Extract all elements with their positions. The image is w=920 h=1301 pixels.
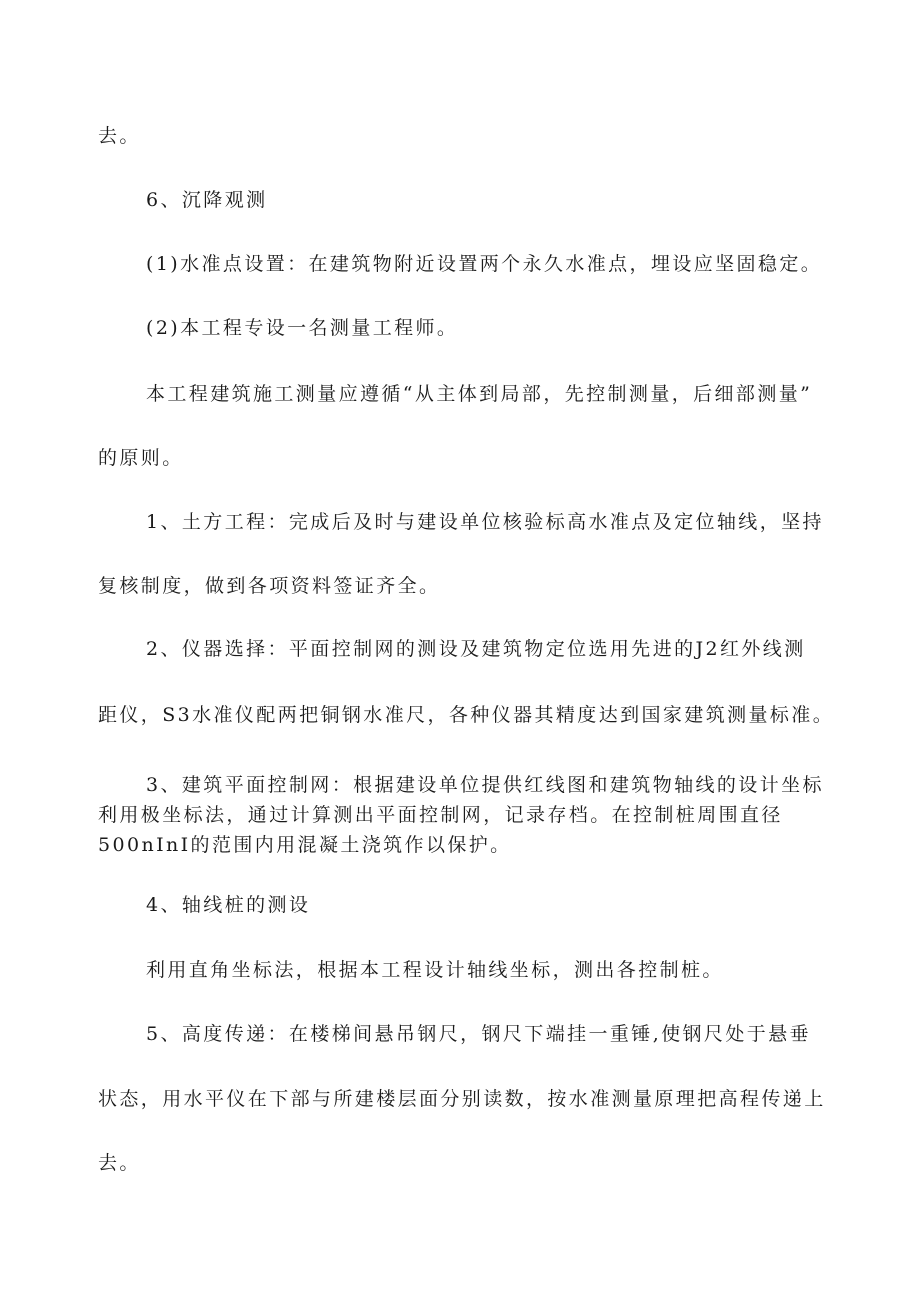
section-heading: 4、轴线桩的测设: [146, 894, 311, 916]
text-line: 去。: [98, 125, 141, 147]
text-line: 复核制度，做到各项资料签证齐全。: [98, 575, 441, 597]
text-line: 本工程建筑施工测量应遵循“从主体到局部，先控制测量，后细部测量”: [146, 383, 813, 405]
text-line: 1、土方工程：完成后及时与建设单位核验标高水准点及定位轴线，坚持: [146, 511, 824, 533]
section-heading: 6、沉降观测: [146, 189, 268, 211]
text-line: 2、仪器选择：平面控制网的测设及建筑物定位选用先进的J2红外线测: [146, 638, 806, 660]
text-line: 距仪，S3水准仪配两把铜钢水准尺，各种仪器其精度达到国家建筑测量标准。: [98, 704, 835, 726]
text-line: 500nInI的范围内用混凝土浇筑作以保护。: [98, 834, 512, 856]
text-line: (1)水准点设置：在建筑物附近设置两个永久水准点，埋设应坚固稳定。: [146, 253, 823, 275]
text-line: 状态，用水平仪在下部与所建楼层面分别读数，按水准测量原理把高程传递上: [98, 1088, 826, 1110]
text-line: 利用极坐标法，通过计算测出平面控制网，记录存档。在控制桩周围直径: [98, 804, 783, 826]
text-line: 的原则。: [98, 447, 184, 469]
text-line: (2)本工程专设一名测量工程师。: [146, 317, 459, 339]
text-line: 5、高度传递：在楼梯间悬吊钢尺，钢尺下端挂一重锤,使钢尺处于悬垂: [146, 1023, 811, 1045]
text-line: 利用直角坐标法，根据本工程设计轴线坐标，测出各控制桩。: [146, 959, 724, 981]
text-line: 3、建筑平面控制网：根据建设单位提供红线图和建筑物轴线的设计坐标: [146, 774, 824, 796]
text-line: 去。: [98, 1152, 141, 1174]
